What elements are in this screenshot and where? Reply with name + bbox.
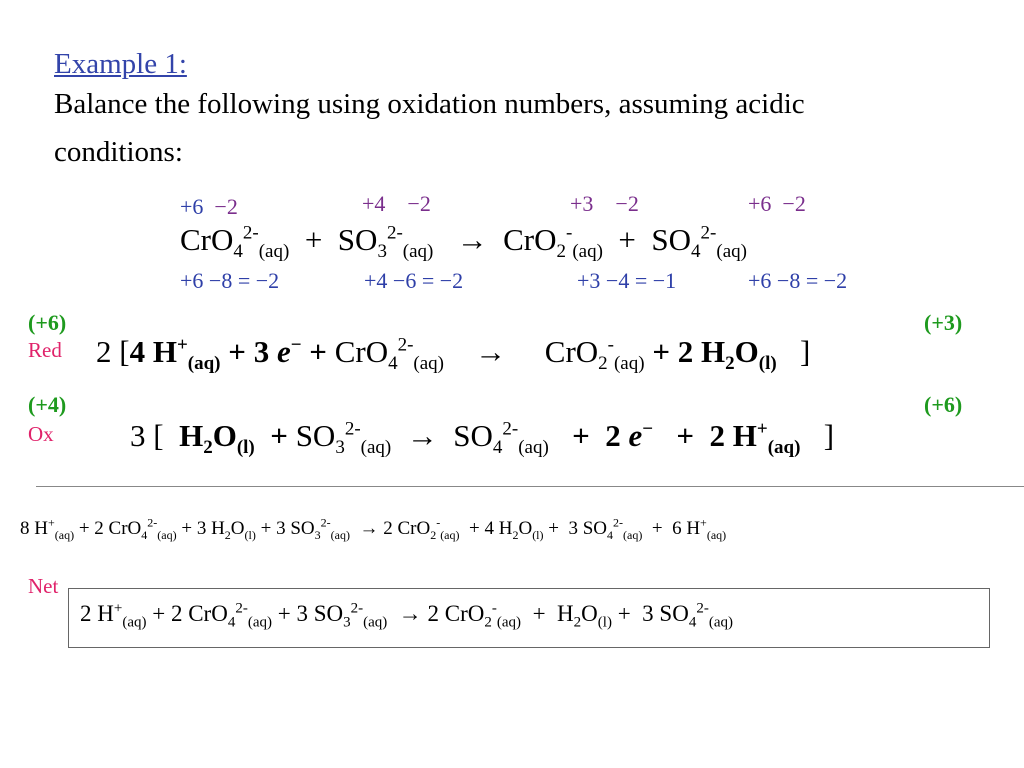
ox-bottom-cro4: +6 −8 = −2: [180, 268, 280, 293]
combined-equation: 8 $H^+_{(aq)} + 2$ CrO$_4^{2-}_{(aq)}$ + 3 $H_2O_{(l)} + 3$ $SO_3^{2-}_{(aq)} \to 2$ CrO$_2$-$_{(aq)}$ + 4 $H_2O_{(l)} + 3$ $SO_4^{2-}_{(aq)} + 6$ $H^+_{(aq)}$: [20, 515, 727, 542]
red-product-ox-number: (+3): [924, 310, 963, 335]
ox-label: Ox: [28, 422, 54, 446]
net-equation: 2 $H^+_{(aq)} + 2$ CrO$_4^{2-}_{(aq)}$ + 3 $SO_3^{2-}_{(aq)} \to 2$ $CrO_2^-_{(aq)} + H_2O_{(l)} + 3$ $SO_4^{2-}_{(aq)}$: [80, 600, 733, 631]
ox-top-so3: +4 −2: [362, 191, 431, 216]
red-label: Red: [28, 338, 62, 362]
ox-top-cro2: +3 −2: [570, 191, 639, 216]
intro-line-2: conditions:: [54, 136, 183, 168]
oxidation-half-reaction: 3 [ $H_2O_{(l)} + SO_3^{2-}_{(aq)} \to SO_4^{2-}_{(aq)}$ + 2 e− + 2 $H^+_{(aq)}$ ]: [130, 418, 835, 459]
ox-bottom-so4: +6 −8 = −2: [748, 268, 848, 293]
reduction-half-reaction: 2 [4 $H^+_{(aq)} + 3$ e− + CrO$_4^{2-}_{(aq)}$ → CrO$_2$-$_{(aq)}$ + 2 $H_2O_{(l)}$ ]: [96, 334, 811, 375]
skeleton-equation: $CrO_4^{2-}_{(aq)} + SO_3^{2-}_{(aq)} \to CrO_2^-_{(aq)} + SO_4^{2-}_{(aq)}$: [180, 222, 747, 263]
net-label: Net: [28, 574, 59, 598]
ox-top-cro4: +6 −2: [180, 194, 238, 219]
example-title: Example 1:: [54, 48, 187, 80]
intro-line-1: Balance the following using oxidation numbers, assuming acidic: [54, 88, 805, 120]
ox-ox-number: (+4): [28, 392, 67, 417]
red-ox-number: (+6): [28, 310, 67, 335]
ox-bottom-cro2: +3 −4 = −1: [577, 268, 677, 293]
ox-bottom-so3: +4 −6 = −2: [364, 268, 464, 293]
divider-line: [36, 486, 1024, 487]
ox-top-so4: +6 −2: [748, 191, 806, 216]
ox-product-ox-number: (+6): [924, 392, 963, 417]
